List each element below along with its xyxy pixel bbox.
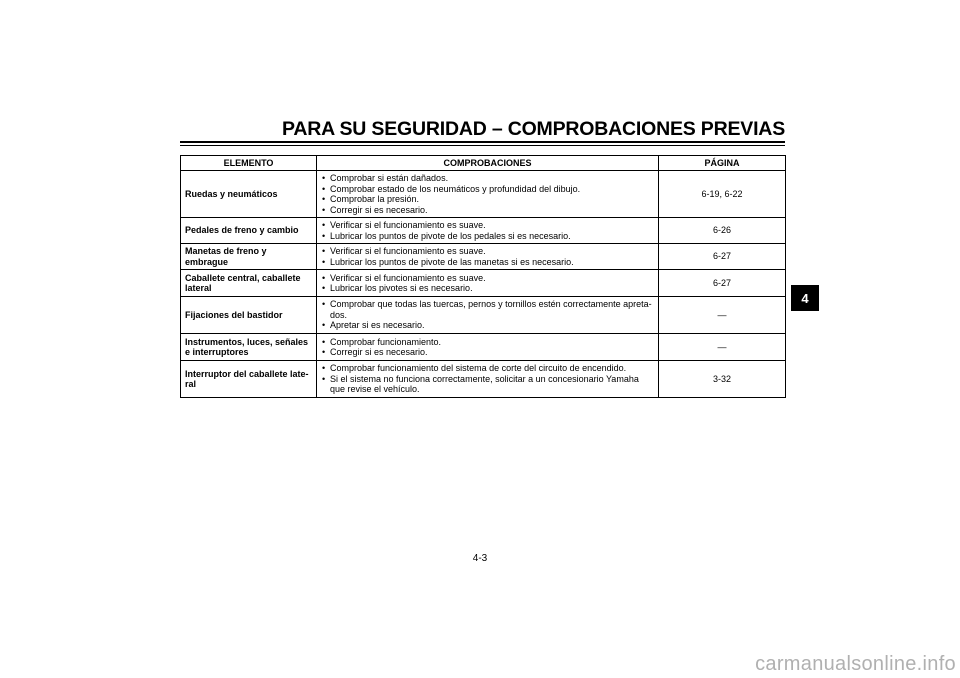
table-row [181, 361, 786, 398]
row-checks [317, 218, 659, 244]
row-page: 6-19, 6-22 [659, 171, 786, 218]
check-item: • Lubricar los puntos de pivote de las manetas si es necesario. [321, 257, 654, 268]
header-element: ELEMENTO [181, 156, 317, 171]
title-rule-thick [180, 141, 785, 143]
watermark: carmanualsonline.info [755, 653, 956, 675]
row-page: 3-32 [659, 361, 786, 398]
row-element: Interruptor del caballete late-ral [181, 361, 317, 398]
row-element: Manetas de freno y embrague [181, 244, 317, 270]
chapter-tab: 4 [791, 285, 819, 311]
row-checks [317, 244, 659, 270]
row-checks [317, 361, 659, 398]
page-number: 4-3 [472, 553, 488, 564]
check-item: • Verificar si el funcionamiento es suave. [321, 273, 654, 284]
table-row [181, 334, 786, 361]
check-item: • Apretar si es necesario. [321, 320, 654, 331]
row-element: Ruedas y neumáticos [181, 171, 317, 218]
row-checks [317, 171, 659, 218]
check-item: • Corregir si es necesario. [321, 347, 654, 358]
check-item: • Comprobar si están dañados. [321, 173, 654, 184]
page-title: PARA SU SEGURIDAD – COMPROBACIONES PREVIAS [282, 118, 785, 140]
check-item: • Comprobar funcionamiento del sistema de corte del circuito de encendido. [321, 363, 654, 374]
row-page: 6-27 [659, 270, 786, 297]
row-checks [317, 297, 659, 334]
row-element: Fijaciones del bastidor [181, 297, 317, 334]
check-item: • Comprobar la presión. [321, 194, 654, 205]
check-item: • Comprobar funcionamiento. [321, 337, 654, 348]
title-rule-thin [180, 145, 785, 146]
row-page: 6-27 [659, 244, 786, 270]
row-element: Instrumentos, luces, señales e interruptores [181, 334, 317, 361]
check-item: • Si el sistema no funciona correctamente, solicitar a un concesionario Yamaha que revise el vehículo. [321, 374, 654, 395]
row-checks [317, 270, 659, 297]
table-header-row [181, 156, 786, 171]
check-item: • Verificar si el funcionamiento es suave. [321, 246, 654, 257]
table-row [181, 171, 786, 218]
inspection-table [180, 155, 786, 398]
check-item: • Verificar si el funcionamiento es suave. [321, 220, 654, 231]
header-checks: COMPROBACIONES [317, 156, 659, 171]
header-page: PÁGINA [659, 156, 786, 171]
row-page: — [659, 334, 786, 361]
row-element: Pedales de freno y cambio [181, 218, 317, 244]
row-page: — [659, 297, 786, 334]
row-checks [317, 334, 659, 361]
check-item: • Corregir si es necesario. [321, 205, 654, 216]
row-element: Caballete central, caballete lateral [181, 270, 317, 297]
check-item: • Comprobar estado de los neumáticos y profundidad del dibujo. [321, 184, 654, 195]
table-row [181, 244, 786, 270]
table-row [181, 218, 786, 244]
table-row [181, 297, 786, 334]
table-row [181, 270, 786, 297]
check-item: • Comprobar que todas las tuercas, pernos y tornillos estén correctamente apreta-dos. [321, 299, 654, 320]
check-item: • Lubricar los pivotes si es necesario. [321, 283, 654, 294]
row-page: 6-26 [659, 218, 786, 244]
check-item: • Lubricar los puntos de pivote de los pedales si es necesario. [321, 231, 654, 242]
